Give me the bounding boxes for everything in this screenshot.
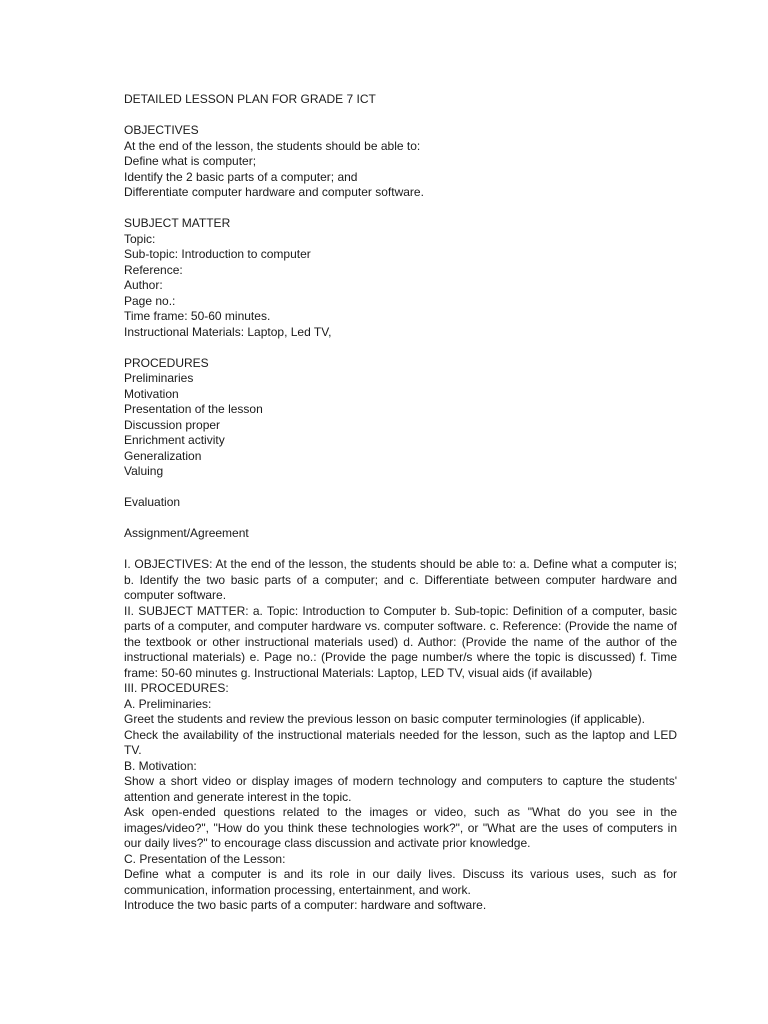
detail-paragraph: A. Preliminaries:	[124, 696, 212, 711]
section-spacer	[124, 542, 677, 558]
detailed-plan-section	[124, 557, 677, 914]
subject-matter-heading: SUBJECT MATTER	[124, 216, 231, 230]
document-title: DETAILED LESSON PLAN FOR GRADE 7 ICT	[124, 92, 376, 106]
procedures-heading: PROCEDURES	[124, 355, 209, 370]
detail-paragraph: B. Motivation:	[124, 758, 197, 773]
procedures-line: Enrichment activity	[124, 433, 225, 447]
procedures-line: Generalization	[124, 448, 202, 463]
objectives-line: Define what is computer;	[124, 154, 257, 168]
subject-matter-line: Author:	[124, 278, 163, 292]
section-spacer	[124, 480, 677, 496]
document-page	[124, 92, 677, 914]
procedures-line: Discussion proper	[124, 417, 221, 432]
subject-matter-line: Page no.:	[124, 293, 176, 308]
evaluation-heading: Evaluation	[124, 495, 181, 509]
subject-matter-line: Reference:	[124, 262, 183, 277]
detail-paragraph: Check the availability of the instructional materials needed for the lesson, such as the laptop and LED TV.	[124, 727, 677, 757]
detail-paragraph: Ask open-ended questions related to the images or video, such as "What do you see in the images/video?", "How do you think these technologies work?", or "What are the uses of computers in our daily lives?" to encourage class discussion and activate prior knowledge.	[124, 805, 677, 850]
subject-matter-line: Instructional Materials: Laptop, Led TV,	[124, 324, 332, 339]
subject-matter-line: Time frame: 50-60 minutes.	[124, 309, 271, 323]
section-spacer	[124, 340, 677, 356]
detail-paragraph: Define what a computer is and its role in our daily lives. Discuss its various uses, such as for communication, information processing, entertainment, and work.	[124, 867, 677, 897]
procedures-line: Preliminaries	[124, 371, 194, 385]
procedures-line: Presentation of the lesson	[124, 402, 263, 416]
detail-paragraph: Show a short video or display images of modern technology and computers to capture the students' attention and generate interest in the topic.	[124, 774, 677, 804]
subject-matter-line: Sub-topic: Introduction to computer	[124, 247, 311, 261]
detail-paragraph: II. SUBJECT MATTER: a. Topic: Introduction to Computer b. Sub-topic: Definition of a computer, basic parts of a computer, and computer hardware vs. computer software. c. Reference: (Provide the name of the textbook or other instructional materials used) d. Author: (Provide the name of the author of the instructional materials) e. Page no.: (Provide the page number/s where the topic is discussed) f. Time frame: 50-60 minutes g. Instructional Materials: Laptop, LED TV, visual aids (if available)	[124, 603, 677, 680]
procedures-line: Motivation	[124, 386, 179, 401]
subject-matter-line: Topic:	[124, 231, 156, 246]
objectives-line: Differentiate computer hardware and computer software.	[124, 185, 424, 199]
detail-paragraph: I. OBJECTIVES: At the end of the lesson, the students should be able to: a. Define what a computer is; b. Identify the two basic parts of a computer; and c. Differentiate between computer hardware and computer software.	[124, 557, 677, 602]
objectives-section	[124, 123, 677, 201]
objectives-line: At the end of the lesson, the students should be able to:	[124, 138, 421, 153]
section-spacer	[124, 201, 677, 217]
assignment-heading: Assignment/Agreement	[124, 526, 249, 540]
detail-paragraph: C. Presentation of the Lesson:	[124, 851, 286, 866]
subject-matter-section	[124, 216, 677, 340]
objectives-heading: OBJECTIVES	[124, 123, 199, 137]
detail-paragraph: III. PROCEDURES:	[124, 681, 229, 695]
objectives-line: Identify the 2 basic parts of a computer; and	[124, 169, 358, 184]
section-spacer	[124, 511, 677, 527]
procedures-line: Valuing	[124, 464, 164, 478]
detail-paragraph: Greet the students and review the previous lesson on basic computer terminologies (if applicable).	[124, 712, 645, 726]
detail-paragraph: Introduce the two basic parts of a computer: hardware and software.	[124, 898, 487, 912]
procedures-section	[124, 356, 677, 480]
